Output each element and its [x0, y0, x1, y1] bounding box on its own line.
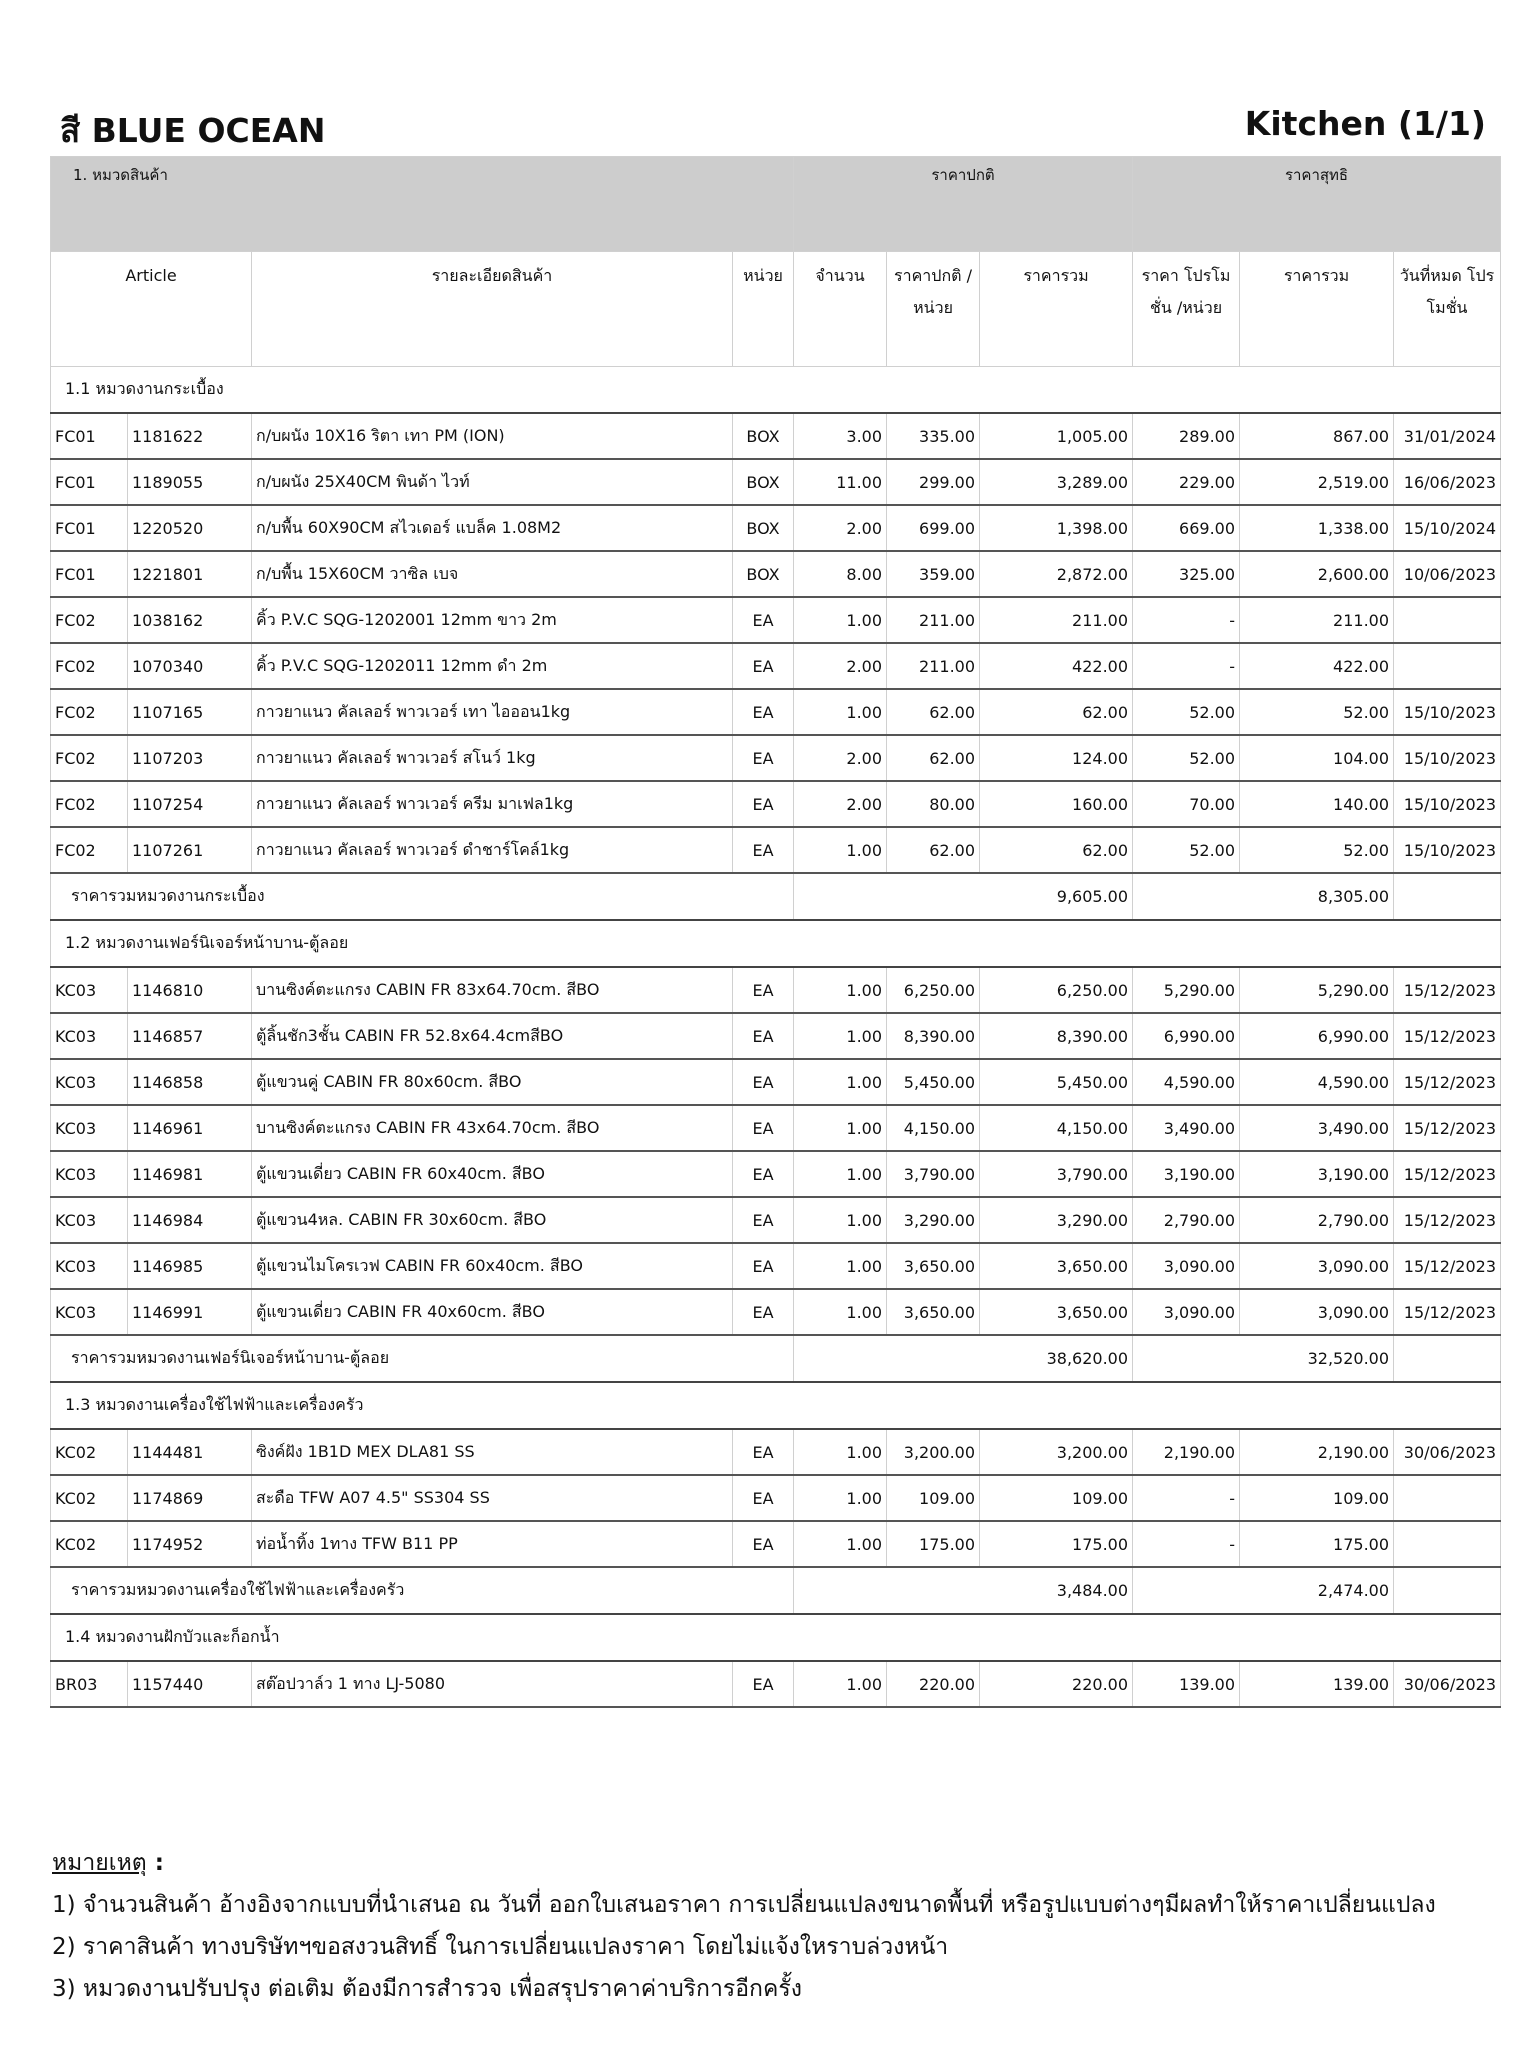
item-unit-price: 220.00	[887, 1661, 980, 1707]
item-promo-price: 289.00	[1133, 413, 1240, 459]
item-unit-price: 3,290.00	[887, 1197, 980, 1243]
table-row	[51, 1059, 1501, 1105]
item-promo-end-date: 15/10/2024	[1394, 505, 1501, 551]
item-total: 5,450.00	[980, 1059, 1133, 1105]
item-total: 6,250.00	[980, 967, 1133, 1013]
item-quantity: 1.00	[794, 1197, 887, 1243]
table-row	[51, 1013, 1501, 1059]
item-quantity: 8.00	[794, 551, 887, 597]
item-unit-price: 5,450.00	[887, 1059, 980, 1105]
item-promo-price: 6,990.00	[1133, 1013, 1240, 1059]
subtotal-row	[51, 1335, 1501, 1382]
item-promo-price: 3,090.00	[1133, 1243, 1240, 1289]
item-article: 1146981	[128, 1151, 252, 1197]
category-title: 1.4 หมวดงานฝักบัวและก็อกน้ำ	[51, 1614, 1501, 1661]
subtotal-normal: 38,620.00	[794, 1335, 1133, 1382]
subtotal-net: 8,305.00	[1133, 873, 1394, 920]
item-promo-price: -	[1133, 597, 1240, 643]
item-description: ตู้ลิ้นชัก3ชั้น CABIN FR 52.8x64.4cmสีBO	[252, 1013, 733, 1059]
item-promo-end-date: 10/06/2023	[1394, 551, 1501, 597]
item-code: KC03	[51, 967, 128, 1013]
subtotal-row	[51, 1567, 1501, 1614]
item-description: ท่อน้ำทิ้ง 1ทาง TFW B11 PP	[252, 1521, 733, 1567]
item-unit-price: 3,650.00	[887, 1243, 980, 1289]
item-unit: EA	[733, 827, 794, 873]
item-description: ซิงค์ฝัง 1B1D MEX DLA81 SS	[252, 1429, 733, 1475]
item-quantity: 1.00	[794, 597, 887, 643]
item-promo-total: 422.00	[1240, 643, 1394, 689]
item-promo-end-date: 15/12/2023	[1394, 1105, 1501, 1151]
item-description: สต๊อปวาล์ว 1 ทาง LJ-5080	[252, 1661, 733, 1707]
item-code: KC02	[51, 1475, 128, 1521]
item-unit-price: 8,390.00	[887, 1013, 980, 1059]
item-article: 1107203	[128, 735, 252, 781]
item-total: 109.00	[980, 1475, 1133, 1521]
item-promo-price: -	[1133, 643, 1240, 689]
table-row	[51, 967, 1501, 1013]
col-unit: หน่วย	[733, 252, 794, 367]
subtotal-label: ราคารวมหมวดงานเฟอร์นิเจอร์หน้าบาน-ตู้ลอย	[51, 1335, 794, 1382]
item-total: 124.00	[980, 735, 1133, 781]
item-description: ตู้แขวนไมโครเวฟ CABIN FR 60x40cm. สีBO	[252, 1243, 733, 1289]
item-quantity: 2.00	[794, 505, 887, 551]
item-promo-total: 2,519.00	[1240, 459, 1394, 505]
item-article: 1146858	[128, 1059, 252, 1105]
item-total: 1,398.00	[980, 505, 1133, 551]
col-normal-unit-price: ราคาปกติ /หน่วย	[887, 252, 980, 367]
item-description: กาวยาแนว คัลเลอร์ พาวเวอร์ ครีม มาเฟล1kg	[252, 781, 733, 827]
item-promo-price: 229.00	[1133, 459, 1240, 505]
subtotal-net: 2,474.00	[1133, 1567, 1394, 1614]
table-row	[51, 413, 1501, 459]
item-unit: BOX	[733, 505, 794, 551]
item-article: 1174952	[128, 1521, 252, 1567]
item-total: 1,005.00	[980, 413, 1133, 459]
item-code: BR03	[51, 1661, 128, 1707]
subtotal-row	[51, 873, 1501, 920]
item-unit-price: 211.00	[887, 643, 980, 689]
note-line-2: 2) ราคาสินค้า ทางบริษัทฯขอสงวนสิทธิ์ ในการเปลี่ยนแปลงราคา โดยไม่แจ้งใหราบล่วงหน้า	[52, 1934, 949, 1960]
item-promo-total: 175.00	[1240, 1521, 1394, 1567]
col-normal-total: ราคารวม	[980, 252, 1133, 367]
item-total: 211.00	[980, 597, 1133, 643]
item-quantity: 1.00	[794, 1013, 887, 1059]
item-unit: EA	[733, 643, 794, 689]
item-promo-end-date: 15/12/2023	[1394, 967, 1501, 1013]
item-code: KC03	[51, 1197, 128, 1243]
item-total: 3,650.00	[980, 1289, 1133, 1335]
item-promo-end-date: 15/12/2023	[1394, 1289, 1501, 1335]
item-quantity: 1.00	[794, 1429, 887, 1475]
table-row	[51, 551, 1501, 597]
item-unit-price: 62.00	[887, 689, 980, 735]
item-promo-end-date	[1394, 1475, 1501, 1521]
item-article: 1107165	[128, 689, 252, 735]
item-code: FC01	[51, 505, 128, 551]
category-row	[51, 367, 1501, 414]
category-title: 1.3 หมวดงานเครื่องใช้ไฟฟ้าและเครื่องครัว	[51, 1382, 1501, 1429]
item-description: บานซิงค์ตะแกรง CABIN FR 43x64.70cm. สีBO	[252, 1105, 733, 1151]
item-quantity: 1.00	[794, 1289, 887, 1335]
item-article: 1189055	[128, 459, 252, 505]
item-total: 8,390.00	[980, 1013, 1133, 1059]
item-quantity: 1.00	[794, 1661, 887, 1707]
item-promo-price: 2,190.00	[1133, 1429, 1240, 1475]
item-promo-total: 3,490.00	[1240, 1105, 1394, 1151]
item-description: ก/บพื้น 60X90CM สไวเดอร์ แบล็ค 1.08M2	[252, 505, 733, 551]
item-unit: EA	[733, 1059, 794, 1105]
item-description: กาวยาแนว คัลเลอร์ พาวเวอร์ เทา ไอออน1kg	[252, 689, 733, 735]
item-code: KC03	[51, 1243, 128, 1289]
item-code: KC03	[51, 1105, 128, 1151]
item-quantity: 1.00	[794, 967, 887, 1013]
table-row	[51, 1151, 1501, 1197]
item-unit-price: 3,200.00	[887, 1429, 980, 1475]
item-total: 422.00	[980, 643, 1133, 689]
item-quantity: 2.00	[794, 781, 887, 827]
item-description: กาวยาแนว คัลเลอร์ พาวเวอร์ ดำชาร์โคล์1kg	[252, 827, 733, 873]
item-article: 1146985	[128, 1243, 252, 1289]
table-row	[51, 643, 1501, 689]
item-unit: BOX	[733, 459, 794, 505]
item-unit-price: 80.00	[887, 781, 980, 827]
category-title: 1.1 หมวดงานกระเบื้อง	[51, 367, 1501, 414]
table-row	[51, 1521, 1501, 1567]
item-code: KC03	[51, 1151, 128, 1197]
item-promo-price: 3,190.00	[1133, 1151, 1240, 1197]
item-article: 1038162	[128, 597, 252, 643]
table-row	[51, 735, 1501, 781]
item-promo-price: 669.00	[1133, 505, 1240, 551]
subtotal-net: 32,520.00	[1133, 1335, 1394, 1382]
item-promo-total: 52.00	[1240, 827, 1394, 873]
item-quantity: 1.00	[794, 1243, 887, 1289]
item-unit-price: 62.00	[887, 827, 980, 873]
item-unit-price: 6,250.00	[887, 967, 980, 1013]
item-promo-end-date: 15/12/2023	[1394, 1243, 1501, 1289]
item-unit: EA	[733, 1521, 794, 1567]
item-unit: EA	[733, 1289, 794, 1335]
item-code: FC01	[51, 459, 128, 505]
item-unit: EA	[733, 1243, 794, 1289]
subtotal-empty-cell	[1394, 1567, 1501, 1614]
category-title: 1.2 หมวดงานเฟอร์นิเจอร์หน้าบาน-ตู้ลอย	[51, 920, 1501, 967]
notes-heading: หมายเหตุ	[52, 1850, 147, 1876]
item-description: บานซิงค์ตะแกรง CABIN FR 83x64.70cm. สีBO	[252, 967, 733, 1013]
item-description: ตู้แขวนคู่ CABIN FR 80x60cm. สีBO	[252, 1059, 733, 1105]
item-code: KC02	[51, 1521, 128, 1567]
subtotal-label: ราคารวมหมวดงานกระเบื้อง	[51, 873, 794, 920]
col-promo-total: ราคารวม	[1240, 252, 1394, 367]
item-promo-price: 139.00	[1133, 1661, 1240, 1707]
item-article: 1146984	[128, 1197, 252, 1243]
category-row	[51, 920, 1501, 967]
category-band-label: 1. หมวดสินค้า	[51, 157, 794, 252]
item-promo-end-date: 15/12/2023	[1394, 1013, 1501, 1059]
item-article: 1157440	[128, 1661, 252, 1707]
item-code: FC02	[51, 689, 128, 735]
quotation-table	[50, 156, 1501, 1708]
item-total: 3,650.00	[980, 1243, 1133, 1289]
item-article: 1181622	[128, 413, 252, 459]
item-promo-end-date: 15/10/2023	[1394, 827, 1501, 873]
col-article: Article	[51, 252, 252, 367]
item-unit-price: 62.00	[887, 735, 980, 781]
item-unit: EA	[733, 1105, 794, 1151]
item-promo-total: 3,190.00	[1240, 1151, 1394, 1197]
item-quantity: 1.00	[794, 827, 887, 873]
item-code: KC02	[51, 1429, 128, 1475]
item-total: 220.00	[980, 1661, 1133, 1707]
item-article: 1221801	[128, 551, 252, 597]
item-promo-total: 6,990.00	[1240, 1013, 1394, 1059]
item-promo-price: 4,590.00	[1133, 1059, 1240, 1105]
item-code: FC02	[51, 643, 128, 689]
item-promo-price: -	[1133, 1475, 1240, 1521]
item-code: KC03	[51, 1289, 128, 1335]
item-code: FC02	[51, 735, 128, 781]
item-code: KC03	[51, 1013, 128, 1059]
notes-section	[52, 1842, 1436, 2010]
table-row	[51, 1661, 1501, 1707]
item-unit-price: 4,150.00	[887, 1105, 980, 1151]
item-article: 1107254	[128, 781, 252, 827]
item-promo-end-date: 15/12/2023	[1394, 1197, 1501, 1243]
item-promo-price: 325.00	[1133, 551, 1240, 597]
item-unit-price: 3,650.00	[887, 1289, 980, 1335]
item-code: FC01	[51, 413, 128, 459]
category-row	[51, 1382, 1501, 1429]
item-article: 1146991	[128, 1289, 252, 1335]
subtotal-empty-cell	[1394, 1335, 1501, 1382]
item-promo-price: 3,490.00	[1133, 1105, 1240, 1151]
item-promo-price: 52.00	[1133, 735, 1240, 781]
item-article: 1220520	[128, 505, 252, 551]
item-total: 160.00	[980, 781, 1133, 827]
item-promo-total: 52.00	[1240, 689, 1394, 735]
item-promo-total: 3,090.00	[1240, 1289, 1394, 1335]
item-description: ตู้แขวนเดี่ยว CABIN FR 60x40cm. สีBO	[252, 1151, 733, 1197]
table-row	[51, 827, 1501, 873]
subtotal-empty-cell	[1394, 873, 1501, 920]
item-unit-price: 175.00	[887, 1521, 980, 1567]
item-unit: EA	[733, 1429, 794, 1475]
table-row	[51, 1475, 1501, 1521]
item-total: 4,150.00	[980, 1105, 1133, 1151]
item-promo-total: 140.00	[1240, 781, 1394, 827]
item-description: คิ้ว P.V.C SQG-1202011 12mm ดำ 2m	[252, 643, 733, 689]
item-article: 1146961	[128, 1105, 252, 1151]
item-unit: EA	[733, 1475, 794, 1521]
note-line-1: 1) จำนวนสินค้า อ้างอิงจากแบบที่นำเสนอ ณ วันที่ ออกใบเสนอราคา การเปลี่ยนแปลงขนาดพื้นที่ หรือรูปแบบต่างๆมีผลทำให้ราคาเปลี่ยนแปลง	[52, 1892, 1436, 1918]
item-quantity: 3.00	[794, 413, 887, 459]
item-description: ตู้แขวน4หล. CABIN FR 30x60cm. สีBO	[252, 1197, 733, 1243]
item-quantity: 11.00	[794, 459, 887, 505]
item-code: FC02	[51, 597, 128, 643]
item-code: FC01	[51, 551, 128, 597]
item-unit-price: 211.00	[887, 597, 980, 643]
item-promo-price: 70.00	[1133, 781, 1240, 827]
item-quantity: 1.00	[794, 689, 887, 735]
table-row	[51, 781, 1501, 827]
item-promo-total: 211.00	[1240, 597, 1394, 643]
item-description: ตู้แขวนเดี่ยว CABIN FR 40x60cm. สีBO	[252, 1289, 733, 1335]
item-total: 2,872.00	[980, 551, 1133, 597]
table-row	[51, 1105, 1501, 1151]
item-description: สะดือ TFW A07 4.5" SS304 SS	[252, 1475, 733, 1521]
note-line-3: 3) หมวดงานปรับปรุง ต่อเติม ต้องมีการสำรวจ เพื่อสรุปราคาค่าบริการอีกครั้ง	[52, 1976, 802, 2002]
item-article: 1144481	[128, 1429, 252, 1475]
item-unit-price: 299.00	[887, 459, 980, 505]
item-promo-end-date	[1394, 643, 1501, 689]
item-unit: EA	[733, 1151, 794, 1197]
item-promo-total: 867.00	[1240, 413, 1394, 459]
item-unit: BOX	[733, 551, 794, 597]
item-article: 1107261	[128, 827, 252, 873]
item-code: KC03	[51, 1059, 128, 1105]
item-promo-end-date: 30/06/2023	[1394, 1429, 1501, 1475]
table-row	[51, 505, 1501, 551]
item-total: 3,790.00	[980, 1151, 1133, 1197]
item-unit: EA	[733, 781, 794, 827]
item-unit-price: 109.00	[887, 1475, 980, 1521]
item-quantity: 1.00	[794, 1105, 887, 1151]
item-description: ก/บผนัง 10X16 ริตา เทา PM (ION)	[252, 413, 733, 459]
item-quantity: 2.00	[794, 643, 887, 689]
item-promo-price: -	[1133, 1521, 1240, 1567]
item-promo-price: 52.00	[1133, 827, 1240, 873]
item-unit: EA	[733, 1661, 794, 1707]
item-quantity: 1.00	[794, 1521, 887, 1567]
item-unit-price: 359.00	[887, 551, 980, 597]
item-description: ก/บผนัง 25X40CM พินด้า ไวท์	[252, 459, 733, 505]
item-promo-end-date: 15/10/2023	[1394, 781, 1501, 827]
item-promo-total: 1,338.00	[1240, 505, 1394, 551]
item-promo-end-date	[1394, 597, 1501, 643]
item-article: 1070340	[128, 643, 252, 689]
table-row	[51, 1243, 1501, 1289]
category-row	[51, 1614, 1501, 1661]
item-total: 3,290.00	[980, 1197, 1133, 1243]
table-row	[51, 689, 1501, 735]
item-promo-end-date	[1394, 1521, 1501, 1567]
table-row	[51, 597, 1501, 643]
item-code: FC02	[51, 827, 128, 873]
item-total: 175.00	[980, 1521, 1133, 1567]
item-unit: EA	[733, 597, 794, 643]
item-total: 3,200.00	[980, 1429, 1133, 1475]
table-row	[51, 1289, 1501, 1335]
item-promo-total: 2,790.00	[1240, 1197, 1394, 1243]
item-unit-price: 335.00	[887, 413, 980, 459]
item-unit: EA	[733, 689, 794, 735]
item-promo-total: 109.00	[1240, 1475, 1394, 1521]
subtotal-label: ราคารวมหมวดงานเครื่องใช้ไฟฟ้าและเครื่องครัว	[51, 1567, 794, 1614]
table-row	[51, 1197, 1501, 1243]
room-page-label: Kitchen (1/1)	[1244, 104, 1486, 143]
column-header-row	[51, 252, 1501, 367]
item-unit: EA	[733, 735, 794, 781]
item-promo-total: 2,190.00	[1240, 1429, 1394, 1475]
item-promo-price: 52.00	[1133, 689, 1240, 735]
item-quantity: 1.00	[794, 1059, 887, 1105]
normal-price-group-header: ราคาปกติ	[794, 157, 1133, 252]
item-unit-price: 3,790.00	[887, 1151, 980, 1197]
item-promo-total: 3,090.00	[1240, 1243, 1394, 1289]
item-unit: BOX	[733, 413, 794, 459]
item-promo-end-date: 15/10/2023	[1394, 689, 1501, 735]
item-unit: EA	[733, 1197, 794, 1243]
subtotal-normal: 9,605.00	[794, 873, 1133, 920]
item-quantity: 1.00	[794, 1475, 887, 1521]
notes-heading-colon: :	[146, 1850, 164, 1876]
col-promo-end-date: วันที่หมด โปรโมชั่น	[1394, 252, 1501, 367]
item-promo-total: 2,600.00	[1240, 551, 1394, 597]
item-total: 62.00	[980, 689, 1133, 735]
item-article: 1146810	[128, 967, 252, 1013]
category-band-row	[51, 157, 1501, 252]
item-promo-total: 104.00	[1240, 735, 1394, 781]
item-promo-price: 5,290.00	[1133, 967, 1240, 1013]
item-promo-total: 5,290.00	[1240, 967, 1394, 1013]
item-promo-end-date: 31/01/2024	[1394, 413, 1501, 459]
item-total: 62.00	[980, 827, 1133, 873]
item-promo-end-date: 15/12/2023	[1394, 1059, 1501, 1105]
subtotal-normal: 3,484.00	[794, 1567, 1133, 1614]
item-quantity: 1.00	[794, 1151, 887, 1197]
item-promo-end-date: 30/06/2023	[1394, 1661, 1501, 1707]
item-description: คิ้ว P.V.C SQG-1202001 12mm ขาว 2m	[252, 597, 733, 643]
item-promo-end-date: 15/10/2023	[1394, 735, 1501, 781]
item-promo-total: 4,590.00	[1240, 1059, 1394, 1105]
document-title: สี BLUE OCEAN	[60, 111, 326, 150]
item-promo-end-date: 16/06/2023	[1394, 459, 1501, 505]
item-description: ก/บพื้น 15X60CM วาซิล เบจ	[252, 551, 733, 597]
item-total: 3,289.00	[980, 459, 1133, 505]
item-promo-price: 2,790.00	[1133, 1197, 1240, 1243]
item-code: FC02	[51, 781, 128, 827]
item-article: 1174869	[128, 1475, 252, 1521]
col-qty: จำนวน	[794, 252, 887, 367]
col-promo-unit-price: ราคา โปรโมชั่น /หน่วย	[1133, 252, 1240, 367]
item-unit-price: 699.00	[887, 505, 980, 551]
item-quantity: 2.00	[794, 735, 887, 781]
item-article: 1146857	[128, 1013, 252, 1059]
item-unit: EA	[733, 1013, 794, 1059]
item-promo-end-date: 15/12/2023	[1394, 1151, 1501, 1197]
item-description: กาวยาแนว คัลเลอร์ พาวเวอร์ สโนว์ 1kg	[252, 735, 733, 781]
item-promo-total: 139.00	[1240, 1661, 1394, 1707]
table-row	[51, 459, 1501, 505]
item-promo-price: 3,090.00	[1133, 1289, 1240, 1335]
item-unit: EA	[733, 967, 794, 1013]
table-row	[51, 1429, 1501, 1475]
col-detail: รายละเอียดสินค้า	[252, 252, 733, 367]
net-price-group-header: ราคาสุทธิ	[1133, 157, 1501, 252]
